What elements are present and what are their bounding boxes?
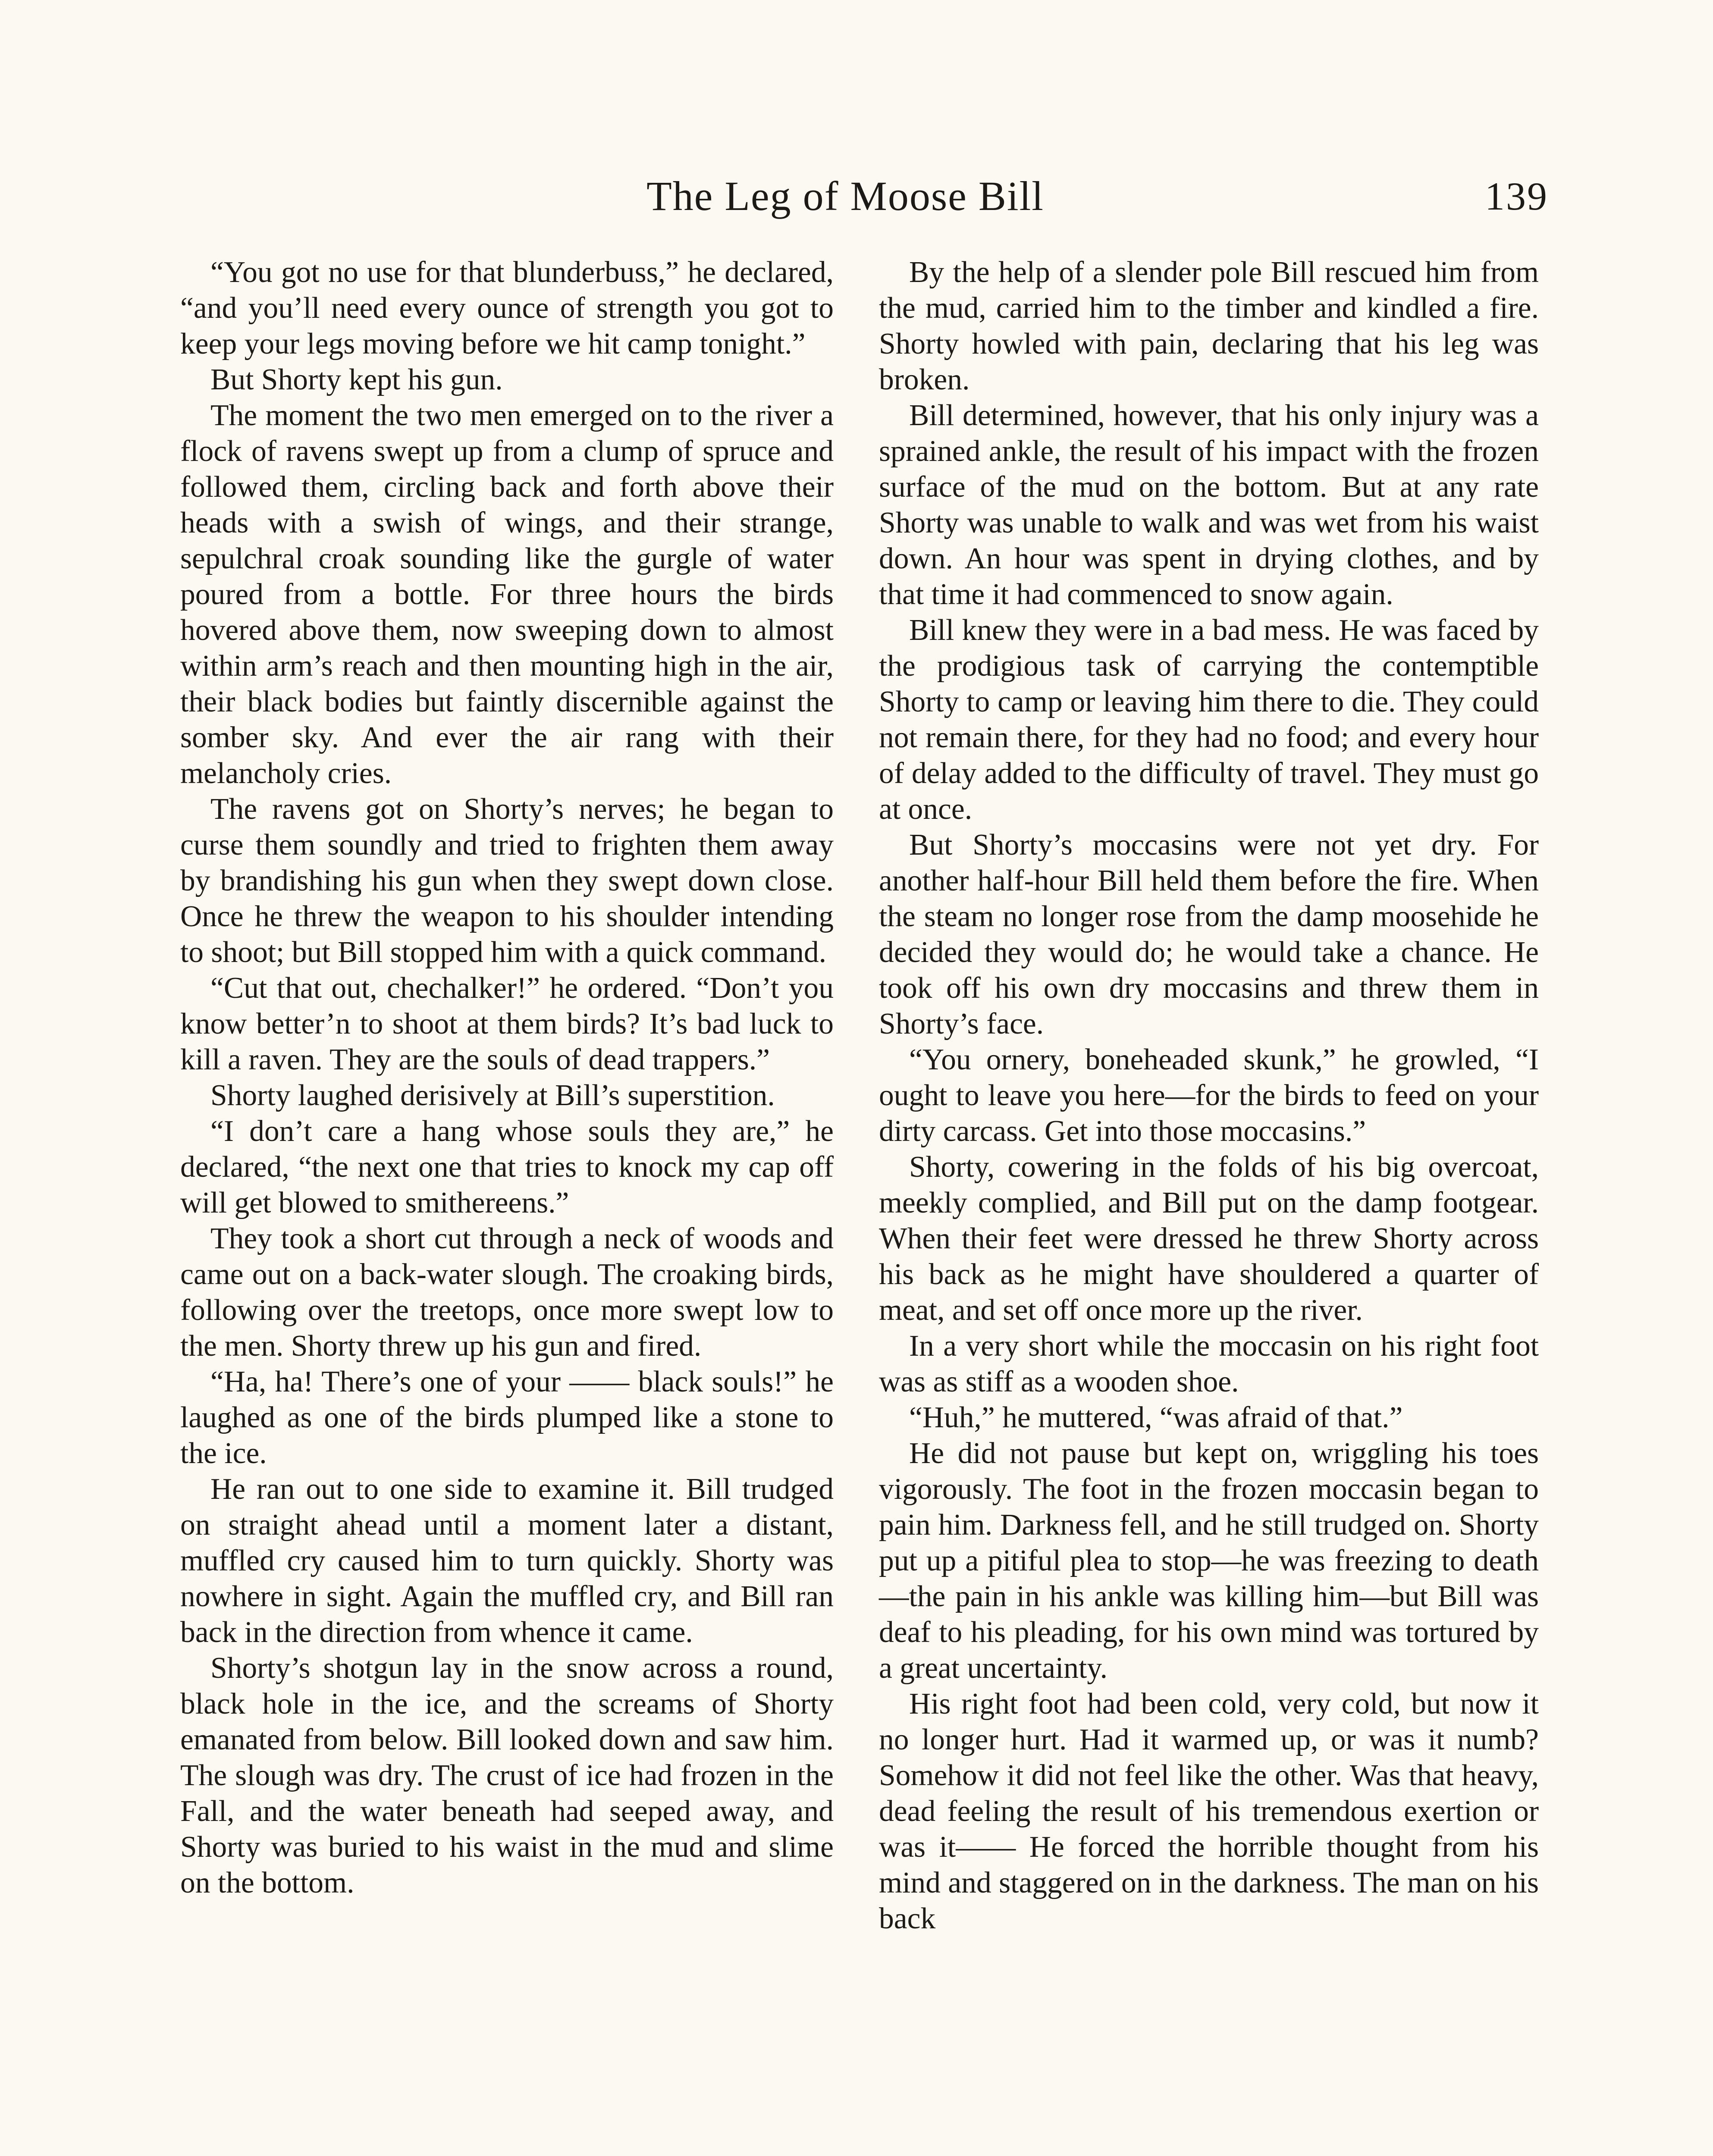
paragraph: Shorty, cowering in the folds of his big overcoat, meekly complied, and Bill put on the damp footgear. When their feet were dressed he threw Shorty across his back as he might have shouldered a quarter of meat, and set off once more up the river. — [879, 1150, 1539, 1327]
paragraph: “I don’t care a hang whose souls they are,” he declared, “the next one that tries to knock my cap off will get blowed to smithereens.” — [180, 1115, 834, 1219]
right-column — [879, 254, 1539, 1937]
paragraph: The ravens got on Shorty’s nerves; he began to curse them soundly and tried to frighten them away by brandishing his gun when they swept down close. Once he threw the weapon to his shoulder intending to shoot; but Bill stopped him with a quick command. — [180, 793, 834, 969]
paragraph: They took a short cut through a neck of woods and came out on a back-water slough. The croaking birds, following over the treetops, once more swept low to the men. Shorty threw up his gun and fired. — [180, 1222, 834, 1363]
paragraph: “You got no use for that blunderbuss,” he declared, “and you’ll need every ounce of strength you got to keep your legs moving before we hit camp tonight.” — [180, 256, 834, 360]
paragraph: But Shorty kept his gun. — [210, 363, 503, 396]
paragraph: “Huh,” he muttered, “was afraid of that.” — [909, 1401, 1403, 1434]
paragraph: “Cut that out, chechalker!” he ordered. “Don’t you know better’n to shoot at them birds? It’s bad luck to kill a raven. They are the souls of dead trappers.” — [180, 971, 834, 1076]
paragraph: Bill knew they were in a bad mess. He was faced by the prodigious task of carrying the contemptible Shorty to camp or leaving him there to die. They could not remain there, for they had no food; and every hour of delay added to the difficulty of travel. They must go at once. — [879, 614, 1539, 826]
paragraph: The moment the two men emerged on to the river a flock of ravens swept up from a clump of spruce and followed them, circling back and forth above their heads with a swish of wings, and their strange, sepulchral croak sounding like the gurgle of water poured from a bottle. For three hours the birds hovered above them, now sweeping down to almost within arm’s reach and then mounting high in the air, their black bodies but faintly discernible against the somber sky. And ever the air rang with their melancholy cries. — [180, 399, 834, 790]
paragraph: “You ornery, boneheaded skunk,” he growled, “I ought to leave you here—for the birds to feed on your dirty carcass. Get into those moccasins.” — [879, 1043, 1539, 1148]
paragraph: He ran out to one side to examine it. Bill trudged on straight ahead until a moment later a distant, muffled cry caused him to turn quickly. Shorty was nowhere in sight. Again the muffled cry, and Bill ran back in the direction from whence it came. — [180, 1473, 834, 1649]
paragraph: Bill determined, however, that his only injury was a sprained ankle, the result of his impact with the frozen surface of the mud on the bottom. But at any rate Shorty was unable to walk and was wet from his waist down. An hour was spent in drying clothes, and by that time it had commenced to snow again. — [879, 399, 1539, 611]
paragraph: He did not pause but kept on, wriggling his toes vigorously. The foot in the frozen moccasin began to pain him. Darkness fell, and he still trudged on. Shorty put up a pitiful plea to stop—he was freezing to death—the pain in his ankle was killing him—but Bill was deaf to his pleading, for his own mind was tortured by a great uncertainty. — [879, 1437, 1539, 1685]
running-title: The Leg of Moose Bill — [646, 173, 1044, 219]
paragraph: Shorty laughed derisively at Bill’s superstition. — [210, 1079, 775, 1112]
left-column — [180, 254, 834, 1901]
page-header — [142, 168, 1548, 224]
paragraph: His right foot had been cold, very cold, but now it no longer hurt. Had it warmed up, or was it numb? Somehow it did not feel like the other. Was that heavy, dead feeling the result of his tremendous exertion or was it—— He forced the horrible thought from his mind and staggered on in the darkness. The man on his back — [879, 1687, 1539, 1935]
paragraph: By the help of a slender pole Bill rescued him from the mud, carried him to the timber and kindled a fire. Shorty howled with pain, declaring that his leg was broken. — [879, 256, 1539, 396]
paragraph: In a very short while the moccasin on his right foot was as stiff as a wooden shoe. — [879, 1329, 1539, 1398]
paragraph: But Shorty’s moccasins were not yet dry. For another half-hour Bill held them before the fire. When the steam no longer rose from the damp moosehide he decided they would do; he would take a chance. He took off his own dry moccasins and threw them in Shorty’s face. — [879, 828, 1539, 1040]
paragraph: “Ha, ha! There’s one of your —— black souls!” he laughed as one of the birds plumped like a stone to the ice. — [180, 1365, 834, 1470]
paragraph: Shorty’s shotgun lay in the snow across a round, black hole in the ice, and the screams of Shorty emanated from below. Bill looked down and saw him. The slough was dry. The crust of ice had frozen in the Fall, and the water beneath had seeped away, and Shorty was buried to his waist in the mud and slime on the bottom. — [180, 1651, 834, 1899]
page-number: 139 — [1485, 174, 1548, 218]
